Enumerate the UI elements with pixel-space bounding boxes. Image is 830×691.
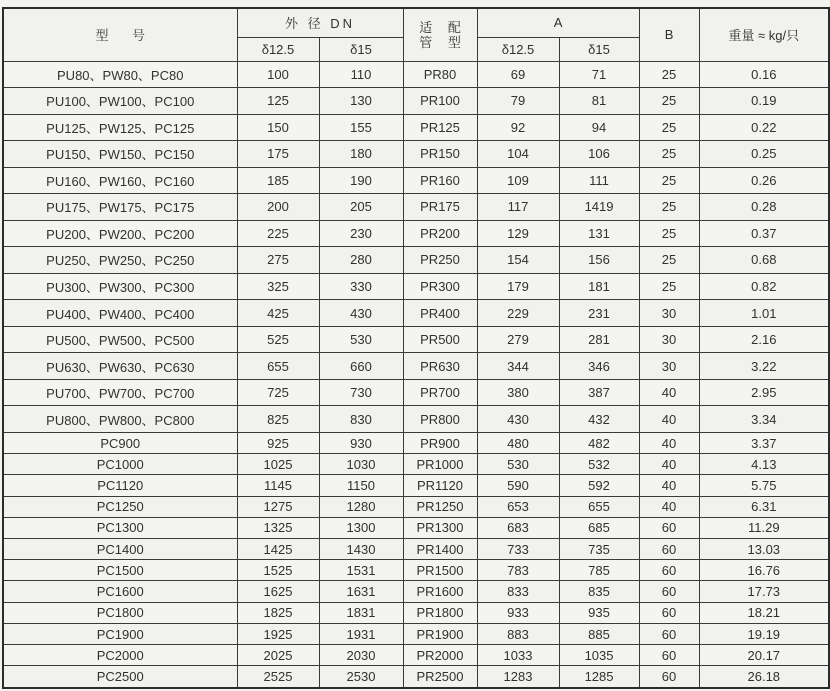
cell-pipe-type: PR250 xyxy=(403,247,477,274)
cell-dn-delta12-5: 1325 xyxy=(237,517,319,538)
cell-weight: 18.21 xyxy=(699,602,829,623)
cell-pipe-type: PR1300 xyxy=(403,517,477,538)
subheader-a-delta-12-5: δ12.5 xyxy=(477,37,559,61)
cell-a-delta15: 281 xyxy=(559,326,639,353)
cell-dn-delta15: 180 xyxy=(319,141,403,168)
cell-dn-delta12-5: 655 xyxy=(237,353,319,380)
cell-a-delta15: 387 xyxy=(559,379,639,406)
cell-weight: 6.31 xyxy=(699,496,829,517)
cell-dn-delta15: 205 xyxy=(319,194,403,221)
cell-a-delta15: 1035 xyxy=(559,645,639,666)
cell-a-delta12-5: 683 xyxy=(477,517,559,538)
cell-a-delta12-5: 833 xyxy=(477,581,559,602)
cell-b: 30 xyxy=(639,300,699,327)
cell-dn-delta15: 530 xyxy=(319,326,403,353)
cell-dn-delta15: 110 xyxy=(319,61,403,88)
cell-dn-delta12-5: 1525 xyxy=(237,560,319,581)
cell-model: PU800、PW800、PC800 xyxy=(3,406,237,433)
cell-a-delta15: 131 xyxy=(559,220,639,247)
cell-b: 60 xyxy=(639,602,699,623)
cell-weight: 2.95 xyxy=(699,379,829,406)
table-row xyxy=(3,220,829,247)
cell-dn-delta12-5: 1275 xyxy=(237,496,319,517)
cell-pipe-type: PR400 xyxy=(403,300,477,327)
cell-model: PU250、PW250、PC250 xyxy=(3,247,237,274)
cell-pipe-type: PR160 xyxy=(403,167,477,194)
cell-pipe-type: PR1500 xyxy=(403,560,477,581)
cell-a-delta12-5: 783 xyxy=(477,560,559,581)
cell-b: 30 xyxy=(639,353,699,380)
cell-pipe-type: PR1000 xyxy=(403,454,477,475)
cell-a-delta15: 432 xyxy=(559,406,639,433)
cell-a-delta12-5: 129 xyxy=(477,220,559,247)
cell-pipe-type: PR300 xyxy=(403,273,477,300)
cell-model: PC1900 xyxy=(3,623,237,644)
cell-dn-delta12-5: 185 xyxy=(237,167,319,194)
cell-dn-delta12-5: 525 xyxy=(237,326,319,353)
table-row xyxy=(3,645,829,666)
cell-pipe-type: PR2000 xyxy=(403,645,477,666)
cell-b: 25 xyxy=(639,167,699,194)
col-header-a: A xyxy=(477,8,639,37)
cell-dn-delta15: 130 xyxy=(319,88,403,115)
cell-weight: 0.25 xyxy=(699,141,829,168)
table-header xyxy=(3,8,829,61)
cell-model: PU150、PW150、PC150 xyxy=(3,141,237,168)
cell-weight: 0.19 xyxy=(699,88,829,115)
cell-model: PU100、PW100、PC100 xyxy=(3,88,237,115)
cell-b: 25 xyxy=(639,194,699,221)
cell-a-delta12-5: 883 xyxy=(477,623,559,644)
subheader-a-delta-15: δ15 xyxy=(559,37,639,61)
cell-a-delta15: 482 xyxy=(559,432,639,453)
cell-dn-delta15: 230 xyxy=(319,220,403,247)
cell-b: 40 xyxy=(639,406,699,433)
cell-model: PU500、PW500、PC500 xyxy=(3,326,237,353)
cell-pipe-type: PR1900 xyxy=(403,623,477,644)
pipe-spec-table xyxy=(2,7,830,689)
cell-model: PC1500 xyxy=(3,560,237,581)
cell-dn-delta12-5: 150 xyxy=(237,114,319,141)
cell-weight: 20.17 xyxy=(699,645,829,666)
cell-weight: 17.73 xyxy=(699,581,829,602)
table-row xyxy=(3,141,829,168)
cell-b: 60 xyxy=(639,539,699,560)
cell-model: PU125、PW125、PC125 xyxy=(3,114,237,141)
cell-pipe-type: PR500 xyxy=(403,326,477,353)
table-row xyxy=(3,379,829,406)
cell-weight: 11.29 xyxy=(699,517,829,538)
cell-b: 25 xyxy=(639,220,699,247)
adapter-header-line2: 管 型 xyxy=(419,34,467,50)
cell-a-delta15: 231 xyxy=(559,300,639,327)
cell-a-delta12-5: 154 xyxy=(477,247,559,274)
table-body xyxy=(3,61,829,688)
cell-a-delta15: 935 xyxy=(559,602,639,623)
table-row xyxy=(3,194,829,221)
cell-model: PU700、PW700、PC700 xyxy=(3,379,237,406)
cell-model: PU160、PW160、PC160 xyxy=(3,167,237,194)
cell-dn-delta15: 1300 xyxy=(319,517,403,538)
cell-model: PC1800 xyxy=(3,602,237,623)
adapter-header-line1: 适 配 xyxy=(419,19,467,35)
cell-weight: 3.37 xyxy=(699,432,829,453)
cell-dn-delta12-5: 225 xyxy=(237,220,319,247)
cell-b: 40 xyxy=(639,496,699,517)
cell-weight: 3.34 xyxy=(699,406,829,433)
cell-dn-delta12-5: 325 xyxy=(237,273,319,300)
cell-dn-delta12-5: 1025 xyxy=(237,454,319,475)
cell-weight: 13.03 xyxy=(699,539,829,560)
cell-a-delta15: 532 xyxy=(559,454,639,475)
table-row xyxy=(3,61,829,88)
col-header-outer-diameter-dn: 外 径 DN xyxy=(237,8,403,37)
cell-a-delta12-5: 279 xyxy=(477,326,559,353)
cell-dn-delta15: 1030 xyxy=(319,454,403,475)
cell-weight: 26.18 xyxy=(699,666,829,688)
cell-weight: 0.28 xyxy=(699,194,829,221)
cell-pipe-type: PR150 xyxy=(403,141,477,168)
cell-a-delta12-5: 480 xyxy=(477,432,559,453)
cell-dn-delta15: 1280 xyxy=(319,496,403,517)
cell-pipe-type: PR1600 xyxy=(403,581,477,602)
cell-model: PU80、PW80、PC80 xyxy=(3,61,237,88)
cell-model: PU630、PW630、PC630 xyxy=(3,353,237,380)
cell-weight: 4.13 xyxy=(699,454,829,475)
cell-dn-delta15: 930 xyxy=(319,432,403,453)
table-row xyxy=(3,353,829,380)
subheader-dn-delta-12-5: δ12.5 xyxy=(237,37,319,61)
cell-a-delta12-5: 530 xyxy=(477,454,559,475)
cell-dn-delta12-5: 425 xyxy=(237,300,319,327)
cell-dn-delta15: 430 xyxy=(319,300,403,327)
cell-dn-delta12-5: 1625 xyxy=(237,581,319,602)
cell-a-delta12-5: 69 xyxy=(477,61,559,88)
table-row xyxy=(3,114,829,141)
cell-a-delta12-5: 229 xyxy=(477,300,559,327)
cell-b: 60 xyxy=(639,581,699,602)
cell-a-delta12-5: 79 xyxy=(477,88,559,115)
cell-weight: 0.82 xyxy=(699,273,829,300)
cell-b: 60 xyxy=(639,517,699,538)
cell-a-delta15: 156 xyxy=(559,247,639,274)
cell-dn-delta12-5: 125 xyxy=(237,88,319,115)
cell-dn-delta15: 1430 xyxy=(319,539,403,560)
cell-model: PC2500 xyxy=(3,666,237,688)
cell-model: PU400、PW400、PC400 xyxy=(3,300,237,327)
cell-a-delta15: 346 xyxy=(559,353,639,380)
table-row xyxy=(3,88,829,115)
table-row xyxy=(3,623,829,644)
cell-b: 25 xyxy=(639,247,699,274)
cell-model: PC1300 xyxy=(3,517,237,538)
cell-a-delta15: 655 xyxy=(559,496,639,517)
cell-pipe-type: PR125 xyxy=(403,114,477,141)
cell-b: 25 xyxy=(639,88,699,115)
cell-a-delta12-5: 733 xyxy=(477,539,559,560)
cell-a-delta12-5: 179 xyxy=(477,273,559,300)
cell-a-delta15: 106 xyxy=(559,141,639,168)
cell-dn-delta12-5: 1925 xyxy=(237,623,319,644)
cell-weight: 3.22 xyxy=(699,353,829,380)
cell-a-delta12-5: 92 xyxy=(477,114,559,141)
cell-dn-delta12-5: 175 xyxy=(237,141,319,168)
cell-b: 25 xyxy=(639,273,699,300)
table-row xyxy=(3,517,829,538)
cell-a-delta12-5: 1283 xyxy=(477,666,559,688)
cell-dn-delta15: 2530 xyxy=(319,666,403,688)
cell-dn-delta15: 1531 xyxy=(319,560,403,581)
table-row xyxy=(3,539,829,560)
cell-dn-delta15: 280 xyxy=(319,247,403,274)
cell-b: 30 xyxy=(639,326,699,353)
table-row xyxy=(3,167,829,194)
subheader-dn-delta-15: δ15 xyxy=(319,37,403,61)
cell-a-delta15: 71 xyxy=(559,61,639,88)
cell-model: PC2000 xyxy=(3,645,237,666)
cell-b: 40 xyxy=(639,454,699,475)
cell-a-delta15: 885 xyxy=(559,623,639,644)
cell-a-delta15: 685 xyxy=(559,517,639,538)
cell-dn-delta12-5: 825 xyxy=(237,406,319,433)
cell-dn-delta12-5: 1425 xyxy=(237,539,319,560)
table-row xyxy=(3,406,829,433)
cell-dn-delta12-5: 200 xyxy=(237,194,319,221)
cell-pipe-type: PR900 xyxy=(403,432,477,453)
cell-a-delta12-5: 653 xyxy=(477,496,559,517)
cell-dn-delta12-5: 100 xyxy=(237,61,319,88)
cell-dn-delta12-5: 1145 xyxy=(237,475,319,496)
cell-dn-delta12-5: 275 xyxy=(237,247,319,274)
cell-pipe-type: PR2500 xyxy=(403,666,477,688)
cell-model: PC1400 xyxy=(3,539,237,560)
cell-dn-delta15: 660 xyxy=(319,353,403,380)
cell-a-delta15: 785 xyxy=(559,560,639,581)
cell-model: PC1600 xyxy=(3,581,237,602)
cell-model: PC1000 xyxy=(3,454,237,475)
cell-pipe-type: PR1250 xyxy=(403,496,477,517)
cell-model: PC1250 xyxy=(3,496,237,517)
col-header-adapter-pipe-type xyxy=(403,8,477,61)
cell-dn-delta15: 2030 xyxy=(319,645,403,666)
cell-pipe-type: PR700 xyxy=(403,379,477,406)
cell-a-delta15: 181 xyxy=(559,273,639,300)
cell-a-delta12-5: 344 xyxy=(477,353,559,380)
cell-dn-delta12-5: 2525 xyxy=(237,666,319,688)
cell-weight: 19.19 xyxy=(699,623,829,644)
col-header-b: B xyxy=(639,8,699,61)
cell-pipe-type: PR1400 xyxy=(403,539,477,560)
table-row xyxy=(3,581,829,602)
col-header-weight: 重量 ≈ kg/只 xyxy=(699,8,829,61)
cell-dn-delta12-5: 925 xyxy=(237,432,319,453)
cell-dn-delta15: 190 xyxy=(319,167,403,194)
cell-dn-delta15: 730 xyxy=(319,379,403,406)
cell-b: 25 xyxy=(639,141,699,168)
cell-a-delta12-5: 430 xyxy=(477,406,559,433)
cell-a-delta12-5: 104 xyxy=(477,141,559,168)
cell-dn-delta15: 1631 xyxy=(319,581,403,602)
table-row xyxy=(3,432,829,453)
cell-pipe-type: PR630 xyxy=(403,353,477,380)
cell-a-delta12-5: 109 xyxy=(477,167,559,194)
cell-pipe-type: PR200 xyxy=(403,220,477,247)
cell-weight: 5.75 xyxy=(699,475,829,496)
cell-a-delta12-5: 1033 xyxy=(477,645,559,666)
cell-weight: 0.16 xyxy=(699,61,829,88)
cell-a-delta15: 81 xyxy=(559,88,639,115)
cell-model: PC1120 xyxy=(3,475,237,496)
cell-a-delta12-5: 117 xyxy=(477,194,559,221)
cell-weight: 2.16 xyxy=(699,326,829,353)
cell-dn-delta15: 1150 xyxy=(319,475,403,496)
cell-b: 60 xyxy=(639,666,699,688)
cell-weight: 0.37 xyxy=(699,220,829,247)
cell-a-delta15: 111 xyxy=(559,167,639,194)
cell-model: PC900 xyxy=(3,432,237,453)
cell-a-delta15: 592 xyxy=(559,475,639,496)
cell-pipe-type: PR800 xyxy=(403,406,477,433)
cell-b: 40 xyxy=(639,432,699,453)
cell-b: 60 xyxy=(639,560,699,581)
table-row xyxy=(3,475,829,496)
cell-a-delta15: 1419 xyxy=(559,194,639,221)
cell-dn-delta12-5: 1825 xyxy=(237,602,319,623)
cell-pipe-type: PR100 xyxy=(403,88,477,115)
cell-b: 25 xyxy=(639,61,699,88)
cell-b: 60 xyxy=(639,623,699,644)
cell-a-delta15: 94 xyxy=(559,114,639,141)
table-row xyxy=(3,602,829,623)
cell-a-delta12-5: 590 xyxy=(477,475,559,496)
cell-model: PU175、PW175、PC175 xyxy=(3,194,237,221)
cell-b: 60 xyxy=(639,645,699,666)
cell-a-delta12-5: 380 xyxy=(477,379,559,406)
table-row xyxy=(3,666,829,688)
cell-dn-delta15: 1931 xyxy=(319,623,403,644)
cell-weight: 0.68 xyxy=(699,247,829,274)
table-row xyxy=(3,326,829,353)
cell-b: 25 xyxy=(639,114,699,141)
cell-dn-delta12-5: 2025 xyxy=(237,645,319,666)
cell-pipe-type: PR1120 xyxy=(403,475,477,496)
cell-dn-delta15: 1831 xyxy=(319,602,403,623)
cell-a-delta15: 835 xyxy=(559,581,639,602)
table-row xyxy=(3,300,829,327)
table-row xyxy=(3,247,829,274)
cell-pipe-type: PR175 xyxy=(403,194,477,221)
cell-b: 40 xyxy=(639,475,699,496)
col-header-model: 型 号 xyxy=(3,8,237,61)
cell-pipe-type: PR80 xyxy=(403,61,477,88)
cell-a-delta15: 735 xyxy=(559,539,639,560)
cell-dn-delta12-5: 725 xyxy=(237,379,319,406)
table-row xyxy=(3,273,829,300)
cell-a-delta15: 1285 xyxy=(559,666,639,688)
cell-dn-delta15: 830 xyxy=(319,406,403,433)
cell-weight: 16.76 xyxy=(699,560,829,581)
table-row xyxy=(3,496,829,517)
cell-dn-delta15: 155 xyxy=(319,114,403,141)
table-row xyxy=(3,560,829,581)
cell-weight: 0.26 xyxy=(699,167,829,194)
cell-b: 40 xyxy=(639,379,699,406)
table-row xyxy=(3,454,829,475)
cell-weight: 1.01 xyxy=(699,300,829,327)
cell-model: PU200、PW200、PC200 xyxy=(3,220,237,247)
cell-model: PU300、PW300、PC300 xyxy=(3,273,237,300)
cell-dn-delta15: 330 xyxy=(319,273,403,300)
cell-weight: 0.22 xyxy=(699,114,829,141)
cell-pipe-type: PR1800 xyxy=(403,602,477,623)
cell-a-delta12-5: 933 xyxy=(477,602,559,623)
